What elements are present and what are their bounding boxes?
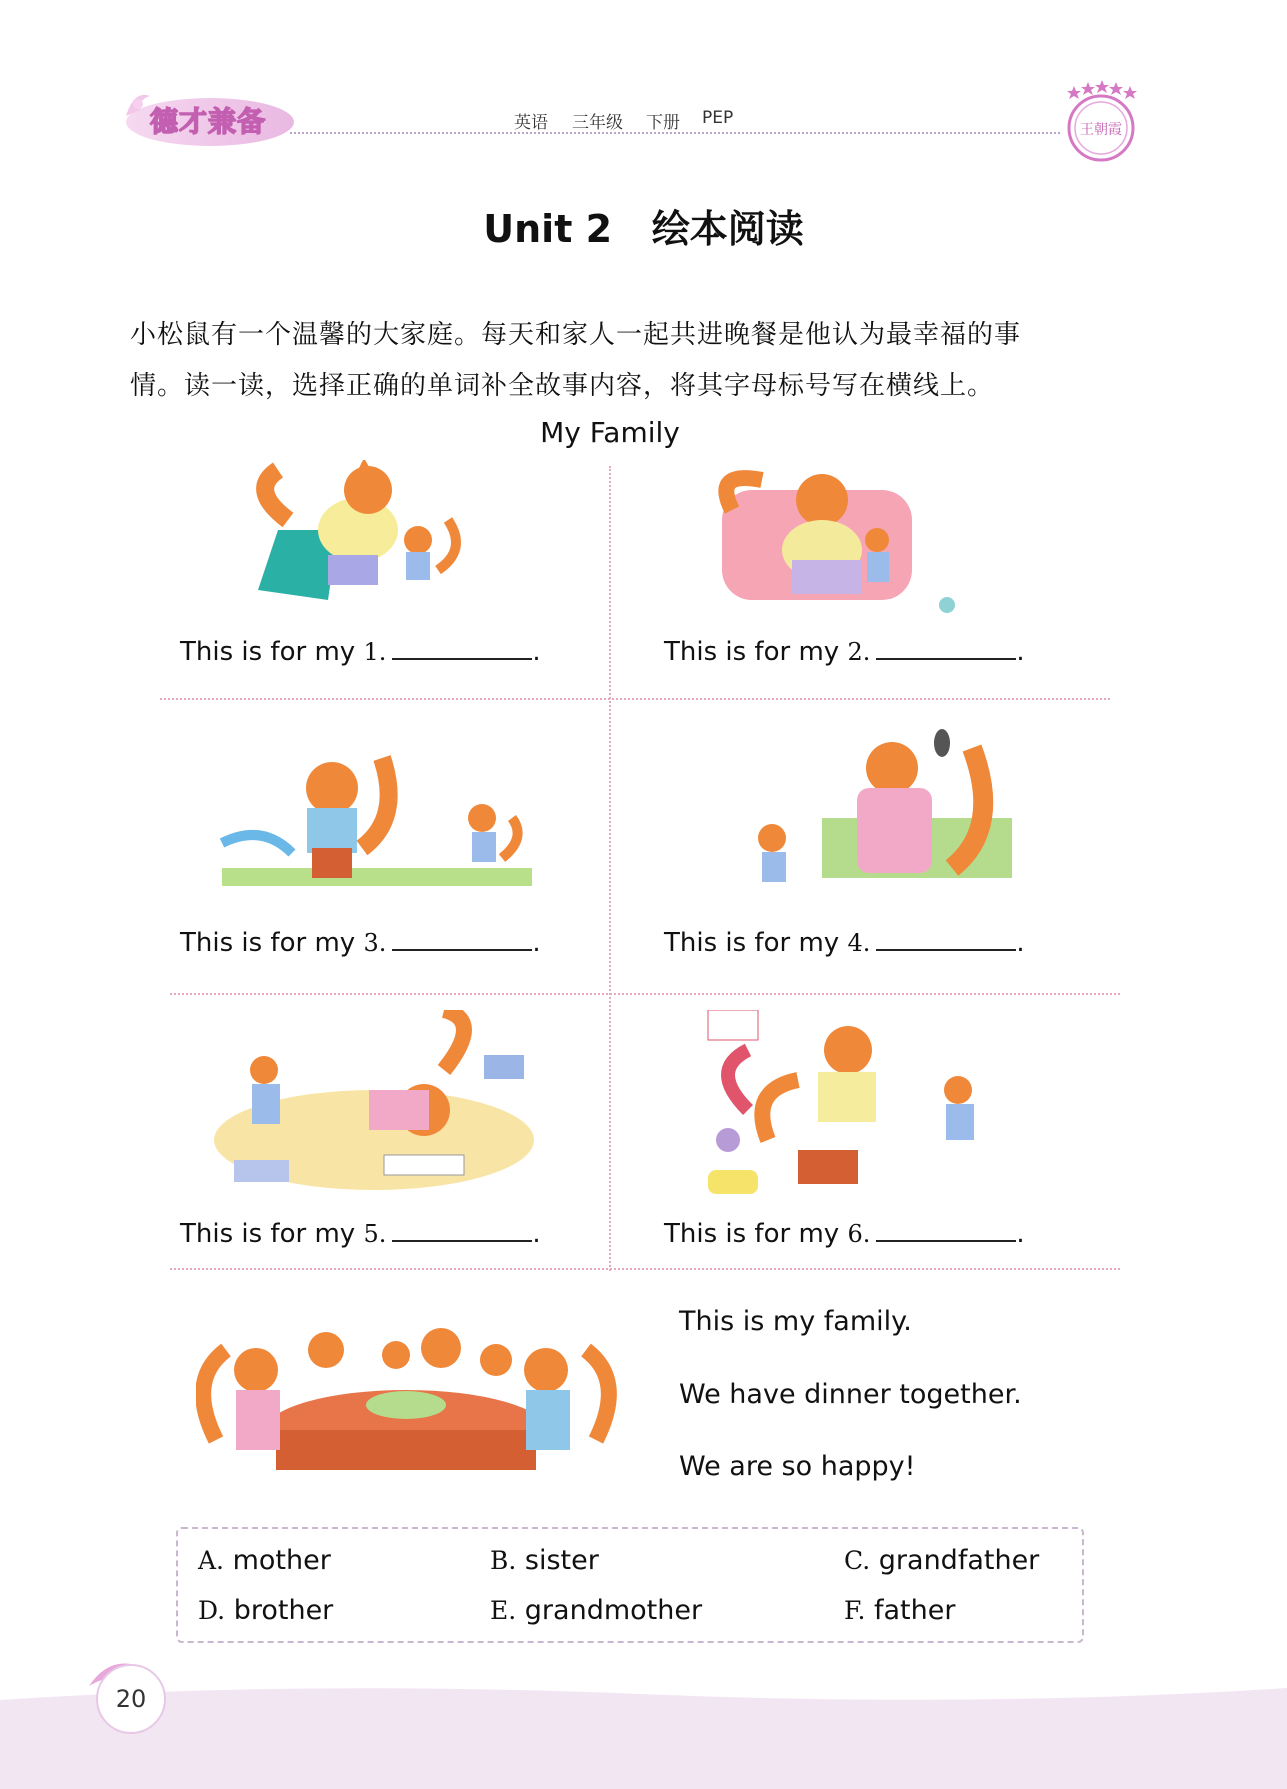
panel-6-number: 6. (847, 1220, 871, 1248)
option-e (490, 1595, 702, 1626)
option-b-letter: B. (490, 1546, 517, 1575)
panel-1-prefix: This is for my (180, 637, 356, 667)
panel-divider-row-2 (170, 993, 1120, 995)
header-volume: 下册 (646, 113, 680, 133)
panel-4-illustration (722, 728, 1022, 908)
page-title: Unit 2 绘本阅读 (483, 207, 804, 251)
panel-4-answer-blank[interactable] (876, 927, 1016, 951)
panel-5-answer-blank[interactable] (392, 1218, 532, 1242)
instruction-line-1: 小松鼠有一个温馨的大家庭。每天和家人一起共进晚餐是他认为最幸福的事 (130, 320, 1022, 350)
option-f-letter: F. (844, 1596, 866, 1625)
panel-2-number: 2. (847, 638, 871, 666)
option-b-word: sister (524, 1545, 599, 1576)
footer-wave (0, 1680, 1287, 1789)
family-dinner-illustration (196, 1310, 626, 1480)
option-c (844, 1545, 1039, 1576)
story-title: My Family (540, 416, 680, 449)
option-f (844, 1595, 955, 1626)
option-a-letter: A. (198, 1546, 225, 1575)
panel-4-sentence: This is for my 4. . (664, 928, 1025, 958)
option-d (198, 1595, 333, 1626)
panel-4-number: 4. (847, 929, 871, 957)
author-stamp (1062, 78, 1140, 164)
panel-4-prefix: This is for my (664, 928, 840, 958)
option-c-word: grandfather (878, 1545, 1040, 1576)
option-a (198, 1545, 331, 1576)
panel-2-prefix: This is for my (664, 637, 840, 667)
header-grade: 三年级 (572, 113, 623, 133)
panel-2-answer-blank[interactable] (876, 636, 1016, 660)
panel-divider-row-3 (170, 1268, 1120, 1270)
ending-line-3: We are so happy! (679, 1451, 916, 1482)
panel-3-illustration (212, 748, 542, 908)
option-f-word: father (874, 1595, 956, 1626)
panel-divider-vertical (609, 466, 611, 1271)
panel-1-sentence: This is for my 1. . (180, 637, 541, 667)
author-stamp-text: 王朝霞 (1080, 122, 1122, 138)
header-edition: PEP (702, 108, 734, 128)
ending-line-2: We have dinner together. (679, 1379, 1022, 1410)
panel-3-number: 3. (363, 929, 387, 957)
word-options-box (176, 1527, 1084, 1643)
brand-logo-text: 德才兼备 (150, 105, 267, 138)
panel-6-prefix: This is for my (664, 1219, 840, 1249)
instruction-line-2: 情。读一读，选择正确的单词补全故事内容，将其字母标号写在横线上。 (130, 371, 995, 401)
panel-5-sentence: This is for my 5. . (180, 1219, 541, 1249)
panel-5-illustration (194, 1010, 544, 1200)
instructions (130, 310, 1130, 412)
panel-5-number: 5. (363, 1220, 387, 1248)
panel-1-illustration (248, 460, 468, 620)
option-d-word: brother (233, 1595, 334, 1626)
panel-3-answer-blank[interactable] (392, 927, 532, 951)
option-b (490, 1545, 599, 1576)
option-c-letter: C. (844, 1546, 871, 1575)
panel-1-number: 1. (363, 638, 387, 666)
panel-5-prefix: This is for my (180, 1219, 356, 1249)
panel-3-prefix: This is for my (180, 928, 356, 958)
panel-3-sentence: This is for my 3. . (180, 928, 541, 958)
panel-6-illustration (698, 1010, 1018, 1200)
option-e-word: grandmother (524, 1595, 703, 1626)
panel-1-answer-blank[interactable] (392, 636, 532, 660)
panel-6-answer-blank[interactable] (876, 1218, 1016, 1242)
ending-line-1: This is my family. (679, 1306, 912, 1337)
header-subject: 英语 (514, 113, 548, 133)
panel-6-sentence: This is for my 6. . (664, 1219, 1025, 1249)
page-number: 20 (96, 1664, 166, 1734)
option-d-letter: D. (198, 1596, 226, 1625)
panel-2-illustration (712, 460, 962, 620)
option-e-letter: E. (490, 1596, 517, 1625)
panel-divider-row-1 (160, 698, 1110, 700)
option-a-word: mother (232, 1545, 331, 1576)
panel-2-sentence: This is for my 2. . (664, 637, 1025, 667)
